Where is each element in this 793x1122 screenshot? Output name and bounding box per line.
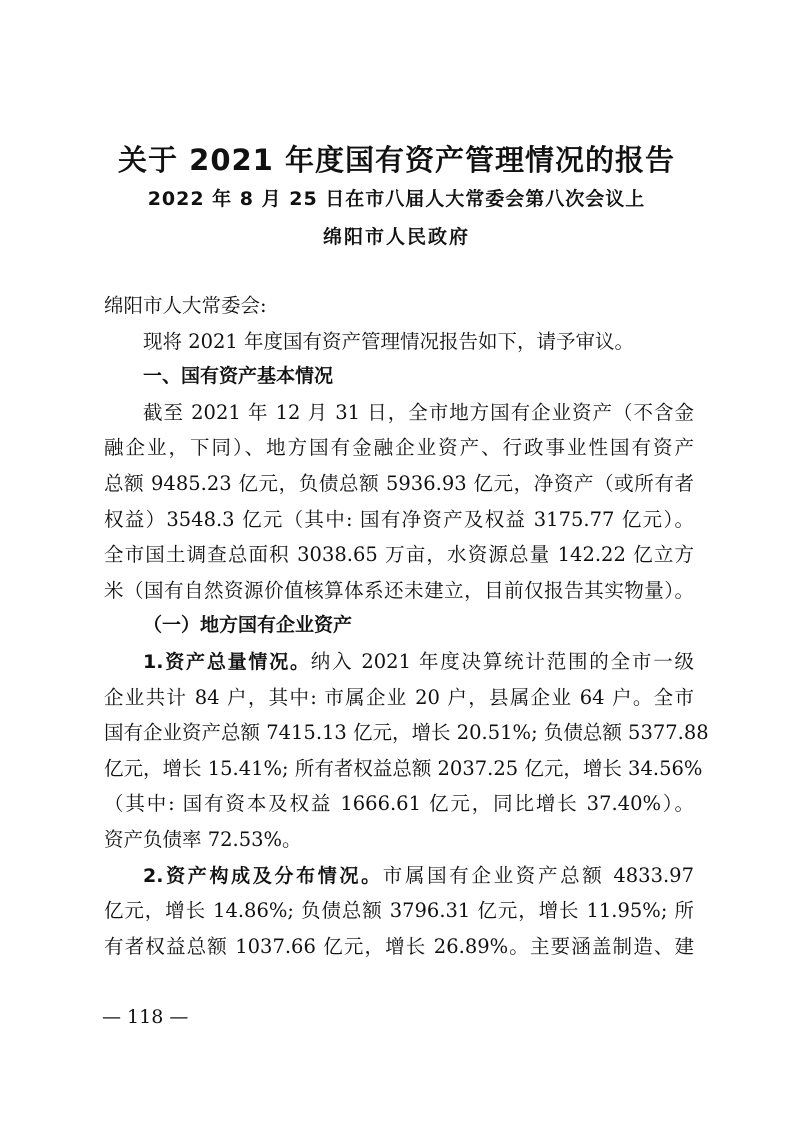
- item-text: 市属国有企业资产总额 4833.97: [382, 863, 694, 887]
- report-issuer: 绵阳市人民政府: [322, 226, 470, 248]
- paragraph-line: 资产负债率 72.53%。: [104, 827, 302, 851]
- item-text: 纳入 2021 年度决算统计范围的全市一级: [310, 649, 694, 673]
- paragraph-line: 权益）3548.3 亿元（其中: 国有净资产及权益 3175.77 亿元）。: [104, 507, 694, 531]
- intro-paragraph: 现将 2021 年度国有资产管理情况报告如下，请予审议。: [143, 329, 635, 353]
- paragraph-line: 有者权益总额 1037.66 亿元，增长 26.89%。主要涵盖制造、建: [104, 934, 694, 958]
- report-title: 关于 2021 年度国有资产管理情况的报告: [118, 143, 675, 177]
- paragraph-line: （其中: 国有资本及权益 1666.61 亿元，同比增长 37.40%）。: [104, 792, 694, 816]
- paragraph-line: 总额 9485.23 亿元，负债总额 5936.93 亿元，净资产（或所有者: [104, 471, 694, 495]
- paragraph-line: 米（国有自然资源价值核算体系还未建立，目前仅报告其实物量）。: [104, 578, 694, 602]
- paragraph-line: 亿元，增长 14.86%; 负债总额 3796.31 亿元，增长 11.95%; 所: [104, 899, 694, 923]
- paragraph-line: [104, 644, 694, 680]
- report-body: [104, 288, 709, 964]
- page-number: — 118 —: [102, 1006, 189, 1028]
- salutation: 绵阳市人大常委会:: [104, 294, 267, 317]
- report-subtitle: 2022 年 8 月 25 日在市八届人大常委会第八次会议上: [147, 188, 646, 210]
- paragraph-line: 国有企业资产总额 7415.13 亿元，增长 20.51%; 负债总额 5377.88: [104, 721, 709, 745]
- item-lead: 1.资产总量情况。: [143, 650, 311, 673]
- paragraph-line: 截至 2021 年 12 月 31 日，全市地方国有企业资产（不含金: [143, 400, 694, 424]
- paragraph-line: 全市国土调查总面积 3038.65 万亩，水资源总量 142.22 亿立方: [104, 543, 694, 567]
- subsection-heading-1: （一）地方国有企业资产: [143, 614, 353, 637]
- section-heading-1: 一、国有资产基本情况: [143, 365, 334, 388]
- paragraph-line: 融企业，下同）、地方国有金融企业资产、行政事业性国有资产: [104, 436, 694, 460]
- paragraph-line: [104, 858, 694, 894]
- paragraph-line: 亿元，增长 15.41%; 所有者权益总额 2037.25 亿元，增长 34.56%: [104, 756, 703, 780]
- item-lead: 2.资产构成及分布情况。: [143, 864, 383, 887]
- paragraph-line: 企业共计 84 户，其中: 市属企业 20 户，县属企业 64 户。全市: [104, 685, 694, 709]
